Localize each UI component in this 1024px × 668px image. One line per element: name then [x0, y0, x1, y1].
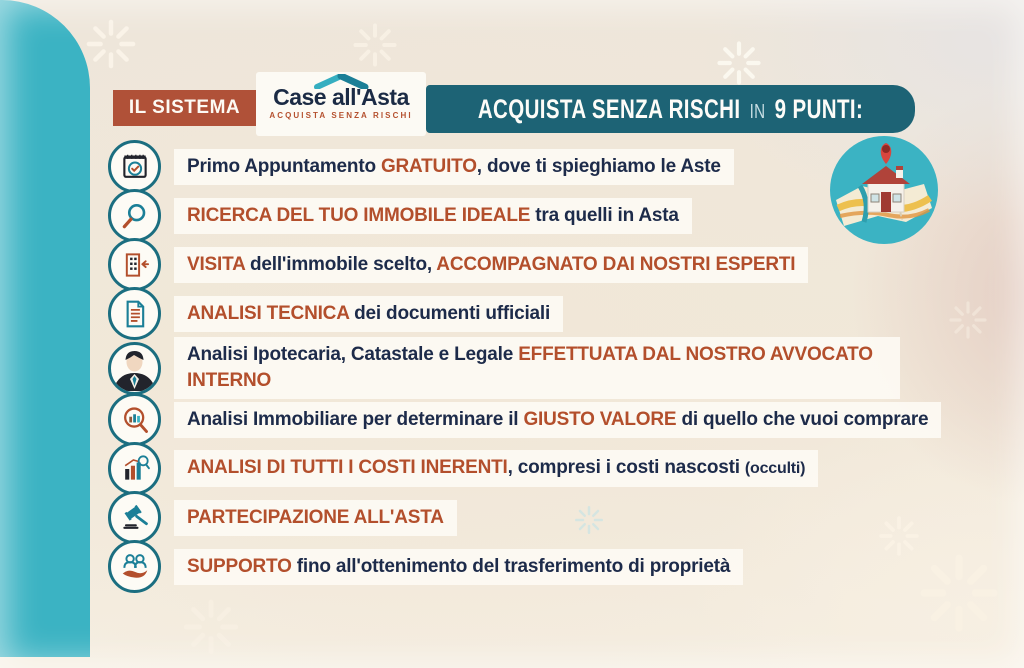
search-icon — [108, 189, 161, 242]
support-icon — [108, 540, 161, 593]
costs-icon — [108, 442, 161, 495]
point-text — [174, 198, 692, 234]
starburst-decoration — [948, 300, 988, 340]
text-normal: fino all'ottenimento del trasferimento di proprietà — [291, 555, 731, 577]
point-row — [108, 442, 818, 495]
teal-sidebar — [0, 0, 90, 657]
house-map-illustration — [830, 136, 938, 244]
valuation-icon — [108, 393, 161, 446]
starburst-decoration — [574, 505, 604, 535]
text-normal: di quello che vuoi comprare — [676, 408, 929, 430]
logo-tagline: ACQUISTA SENZA RISCHI — [269, 111, 413, 120]
banner-in-text: IN — [749, 100, 766, 123]
text-accent: RICERCA DEL TUO IMMOBILE IDEALE — [187, 204, 531, 226]
starburst-decoration — [918, 552, 1000, 634]
text-normal: dell'immobile scelto, — [244, 253, 437, 275]
building-icon — [108, 238, 161, 291]
text-normal: Primo Appuntamento — [187, 155, 381, 177]
text-normal: , dove ti spieghiamo le Aste — [476, 155, 721, 177]
text-normal: dei documenti ufficiali — [349, 302, 551, 324]
system-label-box — [113, 90, 256, 126]
point-text — [174, 337, 900, 399]
starburst-decoration — [85, 18, 137, 70]
text-accent: EFFETTUATA DAL NOSTRO AVVOCATO INTERNO — [187, 344, 873, 391]
text-accent: ANALISI DI TUTTI I COSTI INERENTI — [187, 457, 508, 478]
point-text — [174, 549, 743, 585]
point-text — [174, 247, 808, 283]
house-map-icon — [830, 136, 938, 244]
banner-9-punti — [426, 85, 915, 133]
point-text — [174, 149, 734, 185]
system-label: IL SISTEMA — [128, 97, 241, 118]
banner-points-text: 9 PUNTI: — [774, 93, 864, 124]
text-accent: SUPPORTO — [187, 555, 292, 577]
point-text — [174, 402, 941, 438]
point-text — [174, 296, 563, 332]
point-row — [108, 393, 941, 446]
point-row — [108, 337, 900, 399]
text-small: (occulti) — [744, 460, 806, 477]
point-row — [108, 189, 692, 242]
text-accent: VISITA — [187, 253, 245, 275]
text-accent: ANALISI TECNICA — [187, 302, 350, 324]
lawyer-icon — [108, 342, 161, 395]
text-accent: GIUSTO VALORE — [523, 408, 677, 430]
text-accent: ACCOMPAGNATO DAI NOSTRI ESPERTI — [436, 253, 796, 275]
text-normal: tra quelli in Asta — [530, 204, 679, 226]
document-icon — [108, 287, 161, 340]
point-row — [108, 238, 808, 291]
text-accent: GRATUITO — [380, 155, 477, 177]
point-row — [108, 140, 734, 193]
point-row — [108, 287, 563, 340]
logo-name: Case all'Asta — [273, 84, 409, 110]
banner-main-text: ACQUISTA SENZA RISCHI — [477, 93, 741, 124]
starburst-decoration — [352, 22, 398, 68]
gavel-icon — [108, 491, 161, 544]
point-row — [108, 540, 743, 593]
starburst-decoration — [716, 40, 762, 86]
starburst-decoration — [878, 515, 920, 557]
point-text — [174, 500, 457, 536]
calendar-icon — [108, 140, 161, 193]
text-normal: Analisi Immobiliare per determinare il — [187, 408, 524, 430]
point-text — [174, 450, 818, 487]
starburst-decoration — [182, 598, 240, 656]
brand-logo — [256, 72, 426, 136]
text-normal: Analisi Ipotecaria, Catastale e Legale — [187, 344, 519, 365]
text-normal: , compresi i costi nascosti — [507, 457, 745, 478]
point-row — [108, 491, 457, 544]
text-accent: PARTECIPAZIONE ALL'ASTA — [187, 506, 444, 528]
